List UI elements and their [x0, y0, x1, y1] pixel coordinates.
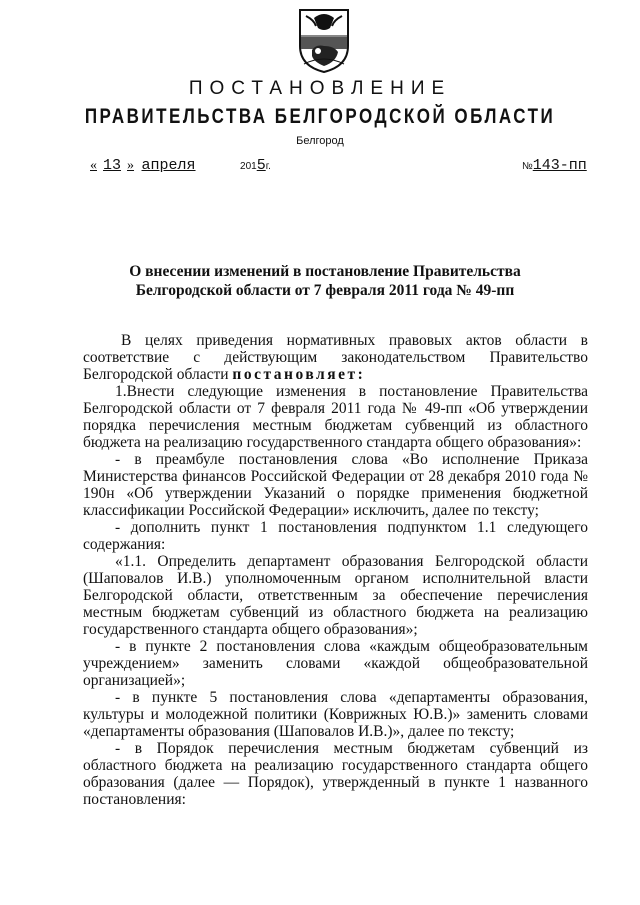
date-field — [90, 157, 271, 174]
coat-of-arms-emblem — [296, 6, 352, 74]
paragraph-item-1: 1.Внести следующие изменения в постановление Правительства Белгородской области от 7 февраля 2011 года № 49-пп «Об утверждении порядка перечисления местным бюджетам субвенций из областного бюджета на реализацию государственного стандарта общего образования»: — [83, 383, 588, 451]
document-title — [60, 262, 590, 300]
paragraph-item-2-change: - в пункте 2 постановления слова «каждым общеобразовательным учреждением» заменить словами «каждой общеобразовательной организацией»; — [83, 638, 588, 689]
paragraph-preamble — [83, 332, 588, 383]
date-month: апреля — [141, 157, 196, 174]
paragraph-item-5-change: - в пункте 5 постановления слова «департаменты образования, культуры и молодежной политики (Коврижных Ю.В.)» заменить словами «департаменты образования (Шаповалов И.В.)», далее по тексту; — [83, 689, 588, 740]
document-type-heading: ПОСТАНОВЛЕНИЕ — [188, 78, 452, 99]
paragraph-preamble-text: В целях приведения нормативных правовых актов области в соответствие с действующим законодательством Правительство Белгородской области — [83, 332, 588, 383]
number-value: 143-пп — [532, 157, 587, 174]
document-body — [83, 332, 588, 808]
date-open-quote: « — [90, 158, 97, 173]
date-day: 13 — [103, 157, 122, 174]
number-label: № — [522, 161, 533, 172]
city-label: Белгород — [296, 135, 344, 147]
date-year-suffix: г. — [265, 161, 271, 172]
document-title-line2: Белгородской области от 7 февраля 2011 года № 49-пп — [135, 282, 515, 299]
document-title-line1: О внесении изменений в постановление Правительства — [129, 263, 521, 280]
issuer-heading: ПРАВИТЕЛЬСТВА БЕЛГОРОДСКОЙ ОБЛАСТИ — [84, 104, 556, 128]
paragraph-subitem-1-1: «1.1. Определить департамент образования Белгородской области (Шаповалов И.В.) уполномоченным органом исполнительной власти Белгородской области, ответственным за обеспечение перечисления местным бюджетам субвенций из областного бюджета на реализацию государственного стандарта общего образования»; — [83, 553, 588, 638]
resolves-keyword: постановляет: — [232, 366, 366, 383]
date-year-digit: 5 — [256, 157, 266, 174]
paragraph-procedure-change: - в Порядок перечисления местным бюджетам субвенций из областного бюджета на реализацию государственного стандарта общего образования (далее — Порядок), утвержденный в пункте 1 названного постановления: — [83, 740, 588, 808]
date-close-quote: » — [127, 158, 135, 173]
paragraph-add-subitem: - дополнить пункт 1 постановления подпунктом 1.1 следующего содержания: — [83, 519, 588, 553]
document-number — [522, 157, 587, 174]
paragraph-preamble-change: - в преамбуле постановления слова «Во исполнение Приказа Министерства финансов Российской Федерации от 28 декабря 2010 года № 190н «Об утверждении Указаний о порядке применения бюджетной классификации Российской Федерации» исключить, далее по тексту; — [83, 451, 588, 519]
date-year-prefix: 201 — [240, 161, 257, 172]
